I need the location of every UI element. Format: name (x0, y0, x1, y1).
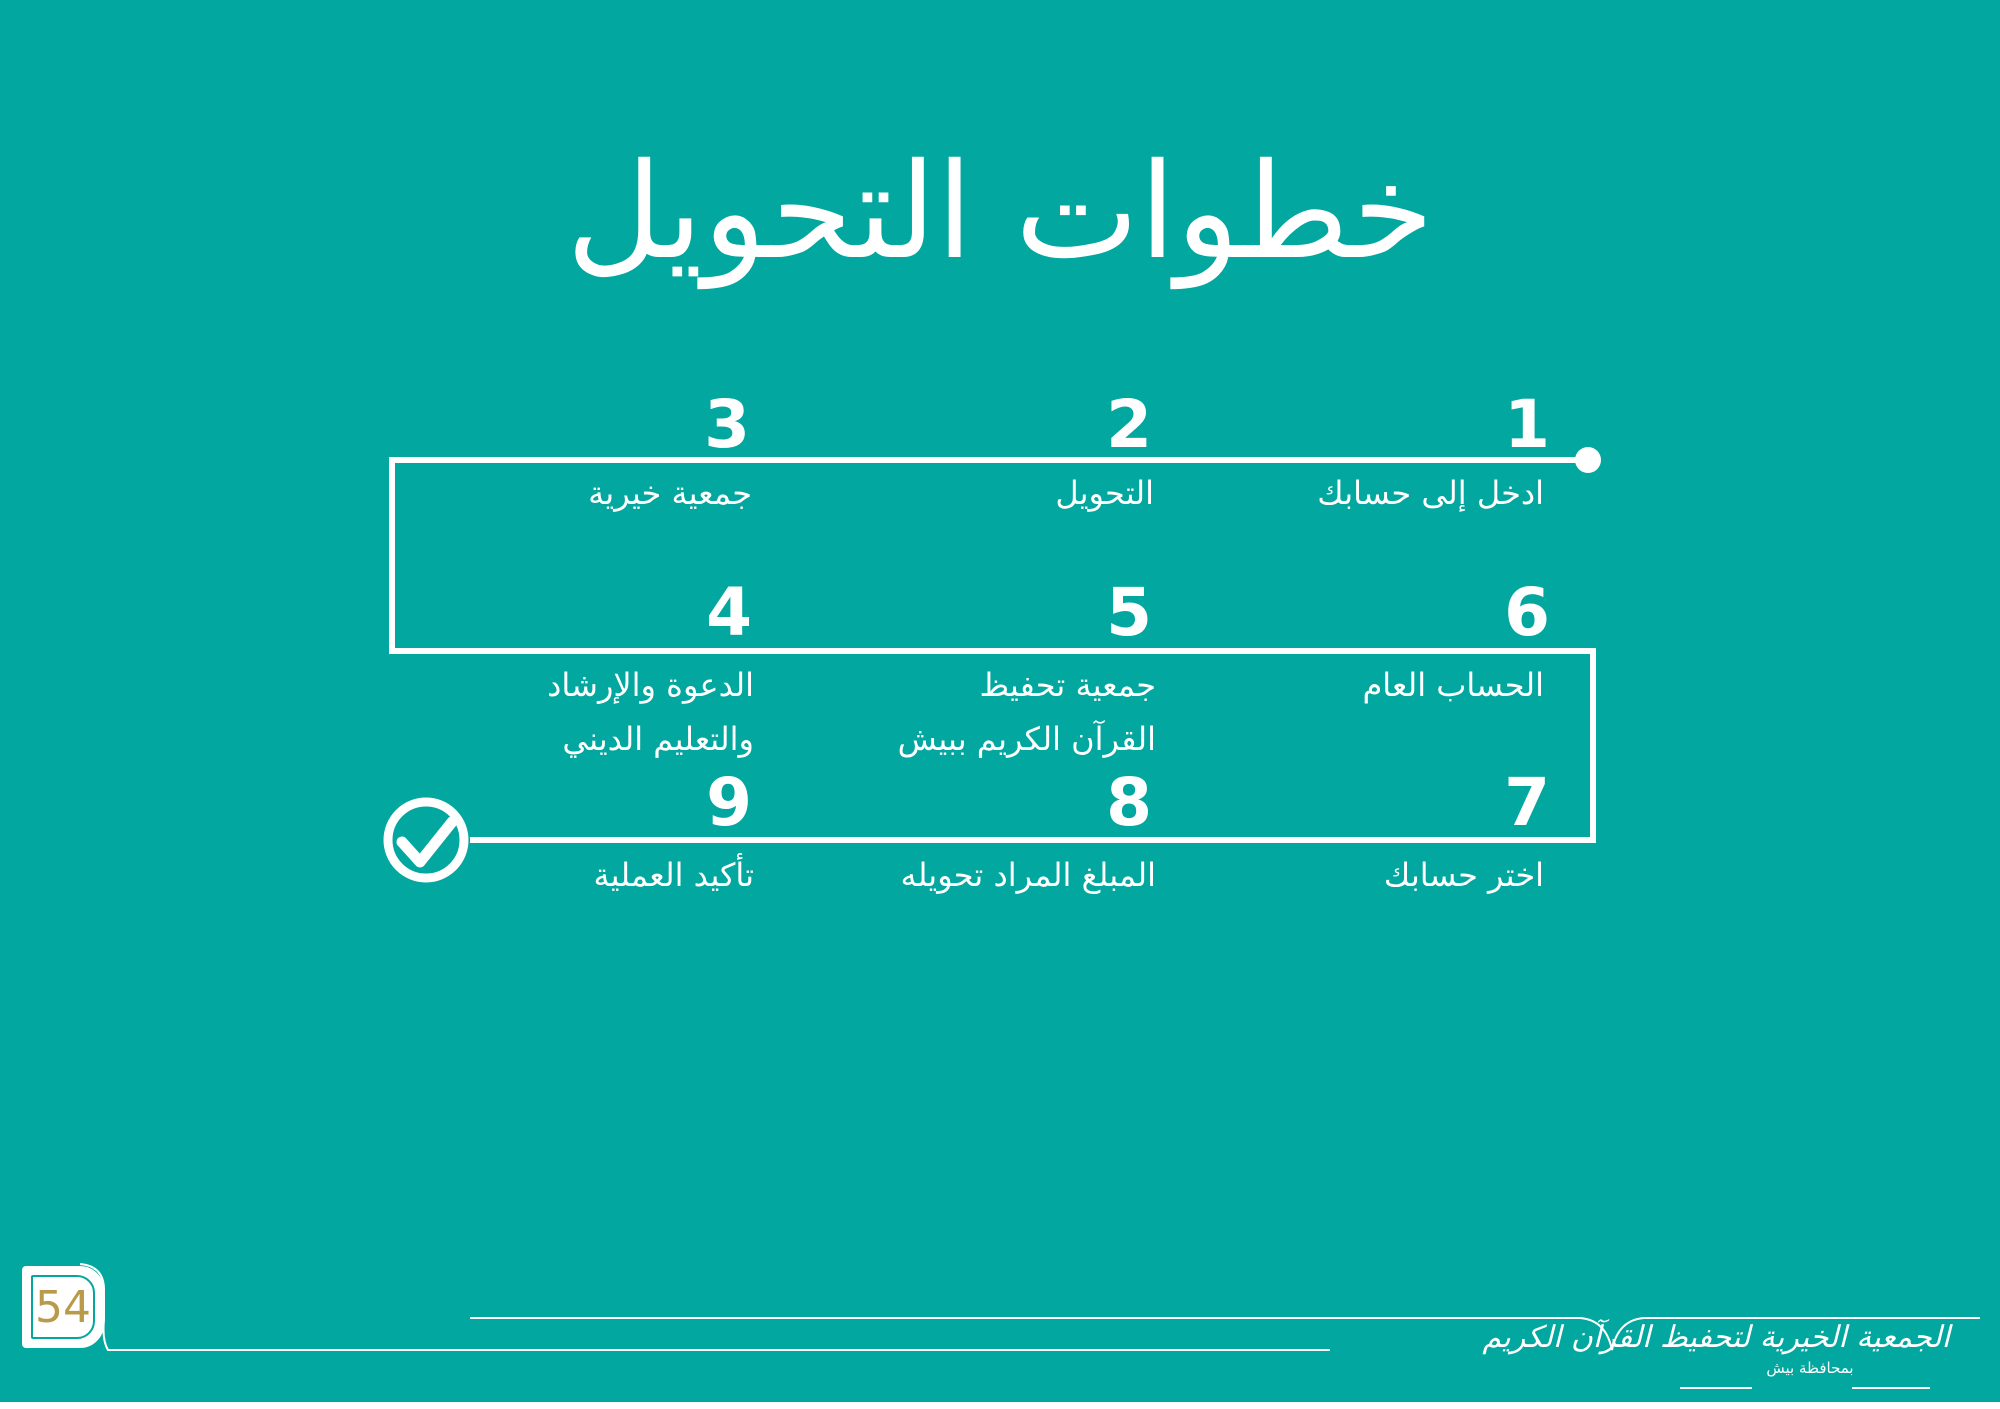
page-number-badge (22, 1266, 104, 1348)
step-5-label-line: جمعية تحفيظ (979, 666, 1156, 704)
logo-text: الجمعية الخيرية لتحفيظ القرآن الكريم (1482, 1320, 1950, 1355)
step-1-number: 1 (1504, 386, 1550, 463)
step-8-label (796, 848, 1156, 902)
step-1-label-line: ادخل إلى حسابك (1317, 474, 1544, 512)
step-1-label (1184, 466, 1544, 520)
step-3-label (392, 466, 752, 520)
logo-subtext: بمحافظة بيش (1766, 1359, 1854, 1377)
step-9-number: 9 (706, 764, 752, 841)
step-8-number: 8 (1106, 764, 1152, 841)
step-9-label (394, 848, 754, 902)
step-5-number: 5 (1106, 574, 1152, 651)
step-7-label-line: اختر حسابك (1383, 856, 1544, 894)
step-4-label-line: والتعليم الديني (562, 720, 754, 758)
step-2-label-line: التحويل (1055, 474, 1154, 512)
step-2-label (794, 466, 1154, 520)
step-5-label (796, 658, 1156, 766)
start-dot-icon (1575, 447, 1601, 473)
step-7-number: 7 (1504, 764, 1550, 841)
organization-logo (1482, 1318, 1950, 1398)
step-3-number: 3 (704, 386, 750, 463)
step-4-label (394, 658, 754, 766)
step-6-label-line: الحساب العام (1362, 666, 1544, 704)
step-7-label (1184, 848, 1544, 902)
step-5-label-line: القرآن الكريم ببيش (897, 720, 1156, 758)
step-4-number: 4 (706, 574, 752, 651)
step-3-label-line: جمعية خيرية (588, 474, 752, 512)
step-9-label-line: تأكيد العملية (593, 856, 754, 894)
step-4-label-line: الدعوة والإرشاد (547, 666, 754, 704)
step-6-number: 6 (1504, 574, 1550, 651)
step-8-label-line: المبلغ المراد تحويله (900, 856, 1156, 894)
page-title: خطوات التحويل (566, 135, 1434, 289)
step-6-label (1184, 658, 1544, 712)
page-number: 54 (31, 1275, 95, 1339)
step-2-number: 2 (1106, 386, 1152, 463)
